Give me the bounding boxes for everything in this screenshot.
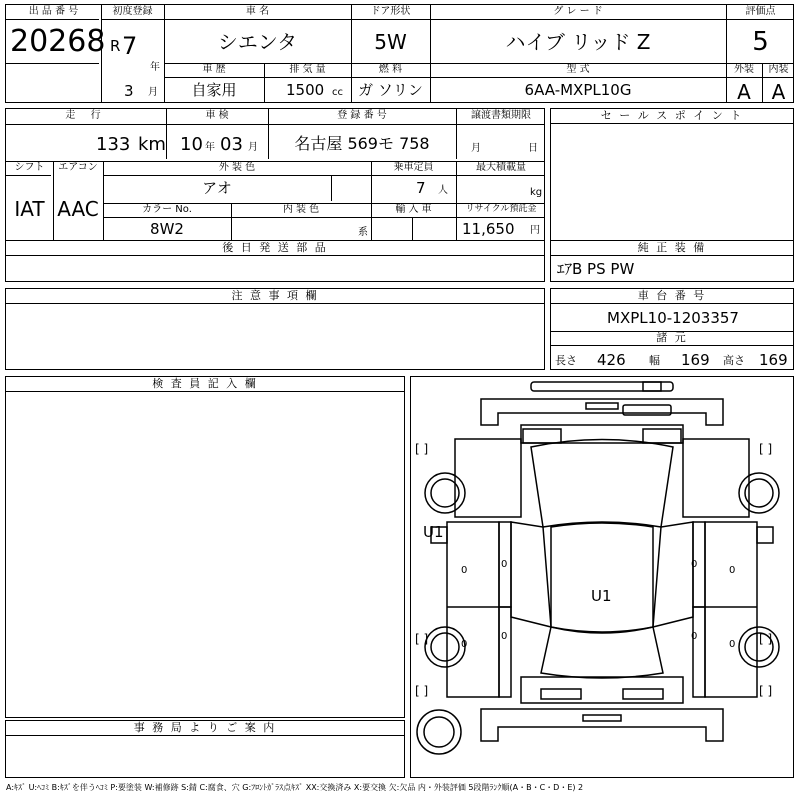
height: 169 — [759, 351, 788, 369]
model-label: 型 式 — [566, 64, 590, 75]
displacement-unit: cc — [332, 87, 343, 98]
exterior-grade: A — [737, 80, 751, 104]
shift: IAT — [14, 197, 45, 221]
chassis-value: MXPL10-1203357 — [607, 309, 739, 327]
front-fender-right — [683, 439, 749, 517]
int-color-label: 内 装 色 — [282, 204, 320, 215]
inspection-month-unit: 月 — [248, 142, 258, 153]
reg-year: 7 — [122, 32, 138, 60]
car-name: シエンタ — [217, 30, 298, 54]
front-bumper-strip — [531, 382, 673, 391]
car-name-label: 車 名 — [245, 6, 270, 17]
office-label: 事 務 局 よ り ご 案 内 — [6, 721, 404, 736]
inspection-month: 03 — [220, 134, 243, 155]
front-fender-left — [455, 439, 521, 517]
year-unit: 年 — [150, 62, 160, 73]
bracket-right-2: [ ] — [759, 632, 773, 646]
mark-roof: U1 — [591, 587, 612, 605]
specs-label: 諸 元 — [551, 331, 793, 346]
recycle-unit: 円 — [530, 225, 540, 236]
bracket-right-3: [ ] — [759, 684, 773, 698]
rear-door-left — [499, 607, 511, 697]
mark-left-door: U1 — [423, 523, 444, 541]
displacement: 1500 — [286, 81, 325, 99]
interior-grade: A — [771, 80, 786, 104]
ac: AAC — [57, 197, 99, 221]
notes-label: 注 意 事 項 欄 — [6, 289, 544, 304]
import-label: 輸 入 車 — [395, 204, 432, 215]
notes-box — [5, 288, 545, 370]
interior-label: 内装 — [768, 64, 789, 75]
inspection-year-unit: 年 — [205, 142, 215, 153]
office-box — [5, 720, 405, 778]
recycle: 11,650 — [462, 220, 515, 238]
equipment-label: 純 正 装 備 — [551, 241, 793, 256]
displacement-label: 排 気 量 — [289, 64, 326, 75]
inspection-year: 10 — [180, 134, 203, 155]
recycle-label: リサイクル預託金 — [465, 204, 537, 214]
plate-label: 登 録 番 号 — [337, 110, 387, 121]
header-grid — [5, 4, 794, 103]
damage-legend: A:ｷｽﾞ U:ﾍｺﾐ B:ｷｽﾞを伴うﾍｺﾐ P:要塗装 W:補修跡 S:錆 C:腐食、穴 G:ﾌﾛﾝﾄｶﾞﾗｽ点ｷｽﾞ XX:交換済み X:要交換 欠:欠品 内・外装評価 5段階ﾗﾝｸ順(A・B・C・D・E) 2 — [6, 783, 584, 792]
hood — [521, 425, 683, 443]
transfer-label: 譲渡書類期限 — [471, 110, 531, 121]
svg-text:0: 0 — [691, 559, 698, 570]
chassis-box — [550, 288, 794, 370]
svg-text:0: 0 — [501, 631, 508, 642]
length: 426 — [597, 351, 626, 369]
svg-text:0: 0 — [501, 559, 508, 570]
svg-text:0: 0 — [729, 639, 736, 650]
history: 自家用 — [191, 81, 237, 99]
equipment-box — [550, 240, 794, 282]
color-no-label: カラー No. — [142, 204, 192, 215]
inspector-label: 検 査 員 記 入 欄 — [6, 377, 404, 392]
max-load-unit: kg — [530, 187, 543, 198]
svg-text:0: 0 — [461, 639, 468, 650]
lot-no-label: 出 品 番 号 — [28, 6, 79, 17]
max-load-label: 最大積載量 — [476, 162, 526, 173]
mileage: 133 — [96, 134, 131, 155]
width: 169 — [681, 351, 710, 369]
mileage-label: 走 行 — [65, 110, 107, 121]
ext-color-label: 外 装 色 — [218, 162, 256, 173]
era-mark: R — [110, 37, 121, 55]
shift-label: シフト — [14, 162, 45, 173]
fuel: ガ ソリン — [358, 81, 423, 99]
capacity: 7 — [416, 179, 426, 197]
month-unit: 月 — [148, 87, 158, 98]
sales-points-label: セ ー ル ス ポ イ ン ト — [551, 109, 793, 124]
car-diagram — [411, 377, 793, 777]
bracket-left: [ ] — [415, 442, 429, 456]
transfer-month-unit: 月 — [471, 143, 481, 154]
int-color-unit: 系 — [358, 227, 368, 238]
capacity-unit: 人 — [438, 185, 448, 196]
svg-text:0: 0 — [461, 565, 468, 576]
ac-label: エアコン — [58, 162, 98, 173]
fuel-label: 燃 料 — [378, 64, 403, 75]
history-label: 車 歴 — [202, 64, 226, 75]
damage-diagram-box — [410, 376, 794, 778]
svg-text:0: 0 — [691, 631, 698, 642]
capacity-label: 乗車定員 — [393, 162, 434, 173]
vehicle-details-grid — [5, 108, 545, 241]
rear-bumper — [481, 709, 723, 741]
mileage-unit: km — [138, 134, 166, 155]
grade-label: グ レ ー ド — [553, 6, 603, 17]
doors: 5W — [374, 30, 407, 54]
svg-text:0: 0 — [729, 565, 736, 576]
reg-month: 3 — [124, 82, 134, 100]
side-right — [705, 522, 757, 697]
roof — [551, 523, 653, 632]
doors-label: ドア形状 — [370, 6, 411, 17]
later-parts-label: 後 日 発 送 部 品 — [6, 241, 544, 256]
windshield — [531, 440, 673, 528]
side-left — [447, 522, 499, 697]
width-label: 幅 — [649, 354, 660, 367]
rear-door-right — [693, 607, 705, 697]
later-parts-box — [5, 240, 545, 282]
rear-window — [541, 627, 663, 678]
chassis-label: 車 台 番 号 — [551, 289, 793, 304]
grade: ハイブ リッド Z — [505, 30, 651, 54]
exterior-label: 外装 — [734, 64, 754, 75]
bracket-left-3: [ ] — [415, 684, 429, 698]
ext-color: アオ — [202, 179, 232, 197]
color-no: 8W2 — [150, 220, 184, 238]
lot-no: 20268 — [10, 24, 106, 59]
plate: 名古屋 569モ 758 — [294, 134, 430, 153]
model: 6AA-MXPL10G — [524, 81, 632, 99]
bracket-right: [ ] — [759, 442, 773, 456]
inspector-box — [5, 376, 405, 718]
score: 5 — [752, 27, 769, 57]
inspection-label: 車 検 — [205, 110, 229, 121]
score-label: 評価点 — [745, 6, 776, 17]
length-label: 長さ — [555, 354, 577, 367]
sales-points-box — [550, 108, 794, 241]
transfer-day-unit: 日 — [528, 143, 538, 154]
bracket-left-2: [ ] — [415, 632, 429, 646]
equipment-value: ｴｱB PS PW — [557, 260, 635, 278]
height-label: 高さ — [723, 354, 745, 367]
first-reg-label: 初度登録 — [112, 6, 153, 17]
